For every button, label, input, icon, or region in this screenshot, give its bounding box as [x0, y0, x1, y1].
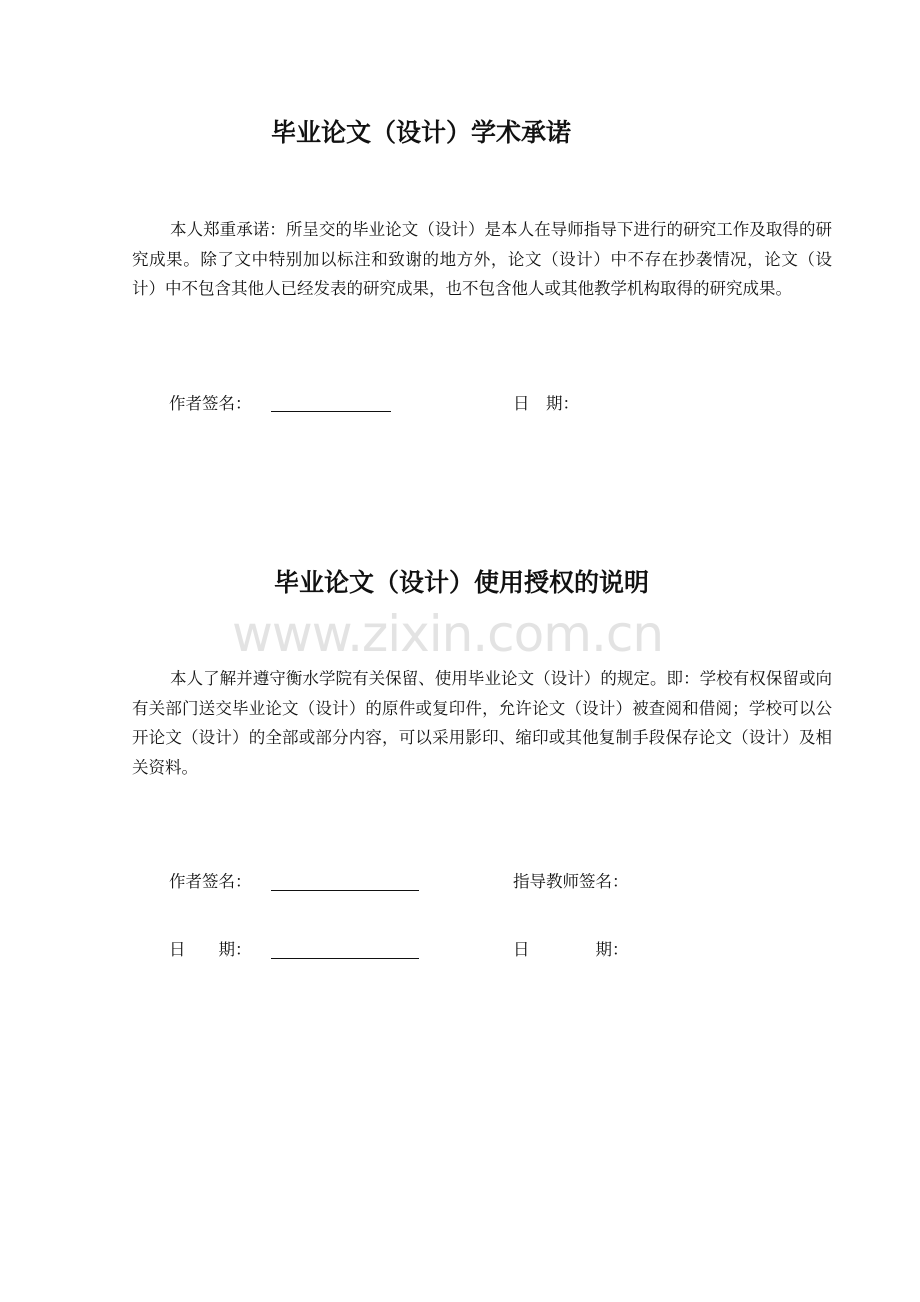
advisor-date-label: 日 期：: [513, 940, 629, 959]
commitment-title: 毕业论文（设计）学术承诺: [271, 118, 572, 147]
commitment-date-label: 日 期：: [513, 394, 579, 413]
authorization-body: 本人了解并遵守衡水学院有关保留、使用毕业论文（设计）的规定。即：学校有权保留或向有关部门送交毕业论文（设计）的原件或复印件，允许论文（设计）被查阅和借阅；学校可以公开论文（设计）的全部或部分内容，可以采用影印、缩印或其他复制手段保存论文（设计）及相关资料。: [132, 669, 832, 777]
authorization-author-signature-label: 作者签名：: [169, 872, 252, 891]
authorization-author-date-line[interactable]: [271, 958, 419, 959]
authorization-author-date-label: 日 期：: [169, 940, 252, 959]
watermark: www.zixin.com.cn: [232, 605, 664, 663]
commitment-body: 本人郑重承诺：所呈交的毕业论文（设计）是本人在导师指导下进行的研究工作及取得的研究成果。除了文中特别加以标注和致谢的地方外，论文（设计）中不存在抄袭情况，论文（设计）中不包含其他人已经发表的研究成果，也不包含他人或其他教学机构取得的研究成果。: [132, 220, 832, 299]
commitment-author-signature-label: 作者签名：: [169, 394, 252, 413]
authorization-title: 毕业论文（设计）使用授权的说明: [274, 568, 650, 597]
authorization-author-signature-line[interactable]: [271, 890, 419, 891]
commitment-author-signature-line[interactable]: [271, 411, 391, 412]
advisor-signature-label: 指导教师签名：: [513, 872, 629, 891]
